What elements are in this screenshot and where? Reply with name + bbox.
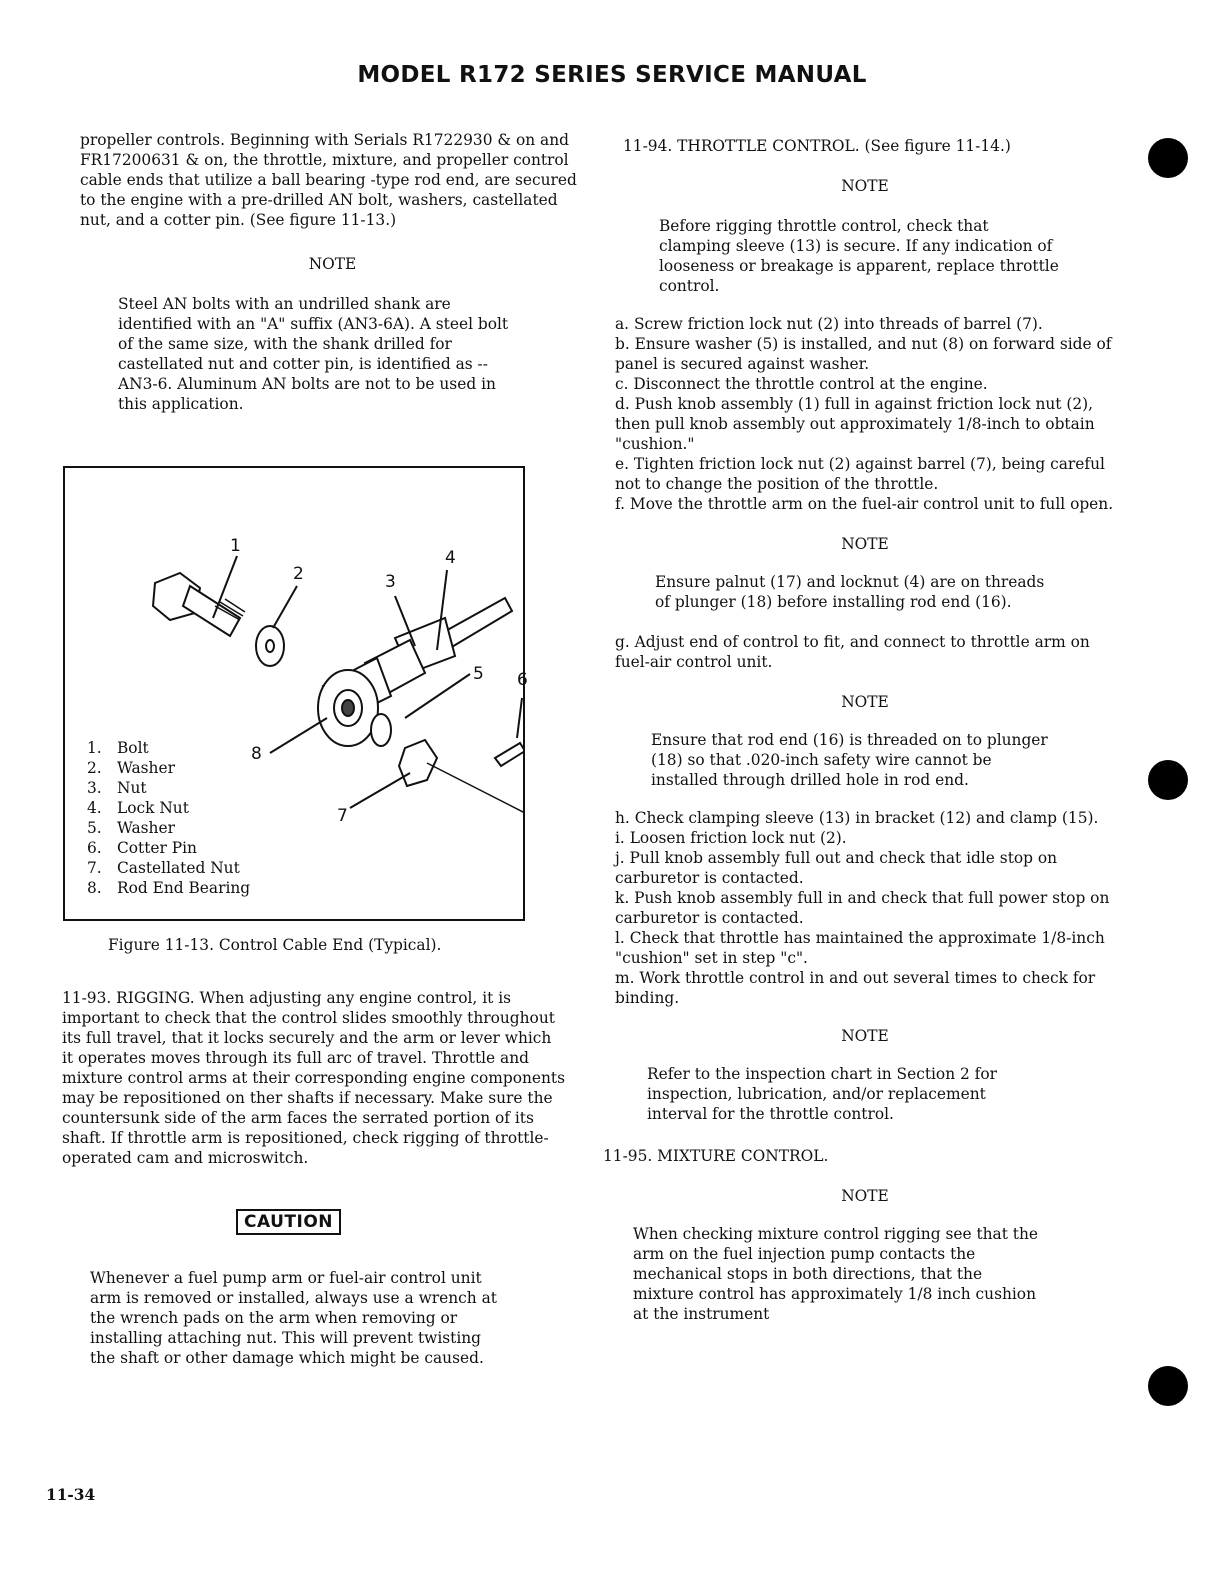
step: b. Ensure washer (5) is installed, and nut (8) on forward side of panel is secured against washer. xyxy=(615,335,1112,373)
caution-body-wrap xyxy=(90,1268,510,1368)
note-label: NOTE xyxy=(841,535,889,553)
note-body: Refer to the inspection chart in Section 2 for inspection, lubrication, and/or replacement interval for the throttle control. xyxy=(647,1065,998,1123)
binder-hole xyxy=(1148,760,1188,800)
legend-item: 1. Bolt xyxy=(87,739,149,757)
legend-item: 8. Rod End Bearing xyxy=(87,879,251,897)
legend-item: 3. Nut xyxy=(87,779,147,797)
step: e. Tighten friction lock nut (2) against barrel (7), being careful not to change the position of the throttle. xyxy=(615,455,1105,493)
mixture-heading: 11-95. MIXTURE CONTROL. xyxy=(603,1147,829,1165)
note-body: Steel AN bolts with an undrilled shank are identified with an "A" suffix (AN3-6A). A steel bolt of the same size, with the shank drilled for castellated nut and cotter pin, is identified as -- AN3-6. Aluminum AN bolts are not to be used in this application. xyxy=(118,295,509,413)
step: m. Work throttle control in and out several times to check for binding. xyxy=(615,969,1096,1007)
note-label: NOTE xyxy=(841,693,889,711)
legend-item: 2. Washer xyxy=(87,759,175,777)
callout-5: 5 xyxy=(473,664,484,684)
figure-caption: Figure 11-13. Control Cable End (Typical). xyxy=(108,936,442,954)
page-header: MODEL R172 SERIES SERVICE MANUAL xyxy=(357,62,867,88)
note-label: NOTE xyxy=(308,255,357,273)
step: j. Pull knob assembly full out and check that idle stop on carburetor is contacted. xyxy=(615,849,1058,887)
callout-7: 7 xyxy=(337,806,348,826)
figure-legend xyxy=(87,738,250,898)
note-label: NOTE xyxy=(841,1187,889,1205)
step: c. Disconnect the throttle control at the engine. xyxy=(615,375,988,393)
callout-1: 1 xyxy=(230,536,241,556)
steps-a-f xyxy=(615,314,1115,514)
callout-6: 6 xyxy=(517,670,528,690)
note-body: Before rigging throttle control, check that clamping sleeve (13) is secure. If any indication of looseness or breakage is apparent, replace throttle control. xyxy=(659,217,1059,295)
note-body: Ensure palnut (17) and locknut (4) are on threads of plunger (18) before installing rod end (16). xyxy=(655,573,1045,611)
note-body: When checking mixture control rigging see that the arm on the fuel injection pump contacts the mechanical stops in both directions, that the mixture control has approximately 1/8 inch cushion at the instrument xyxy=(633,1225,1039,1323)
legend-item: 4. Lock Nut xyxy=(87,799,189,817)
note-label: NOTE xyxy=(841,177,889,195)
legend-item: 6. Cotter Pin xyxy=(87,839,197,857)
steps-h-m xyxy=(615,808,1115,1008)
callout-4: 4 xyxy=(445,548,456,568)
figure-11-13 xyxy=(63,466,528,921)
left-column xyxy=(80,130,585,414)
caution-label: CAUTION xyxy=(236,1209,341,1235)
legend-item: 7. Castellated Nut xyxy=(87,859,240,877)
step-g: g. Adjust end of control to fit, and connect to throttle arm on fuel-air control unit. xyxy=(615,633,1090,671)
page-number: 11-34 xyxy=(46,1486,96,1504)
callout-8: 8 xyxy=(251,744,262,764)
note-body: Ensure that rod end (16) is threaded on to plunger (18) so that .020-inch safety wire cannot be installed through drilled hole in rod end. xyxy=(651,731,1048,789)
intro-paragraph: propeller controls. Beginning with Serials R1722930 & on and FR17200631 & on, the throttle, mixture, and propeller control cable ends that utilize a ball bearing -type rod end, are secured to the engine with a pre-drilled AN bolt, washers, castellated nut, and a cotter pin. (See figure 11-13.) xyxy=(80,131,577,229)
callout-2: 2 xyxy=(293,564,304,584)
step: l. Check that throttle has maintained the approximate 1/8-inch "cushion" set in step "c". xyxy=(615,929,1105,967)
rigging-paragraph: 11-93. RIGGING. When adjusting any engine control, it is important to check that the control slides smoothly throughout its full travel, that it locks securely and the arm or lever which it operates moves through its full arc of travel. Throttle and mixture control arms at their corresponding engine components may be repositioned on ther shafts if necessary. Make sure the countersunk side of the arm faces the serrated portion of its shaft. If throttle arm is repositioned, check rigging of throttle-operated cam and microswitch. xyxy=(62,989,566,1167)
step: h. Check clamping sleeve (13) in bracket (12) and clamp (15). xyxy=(615,809,1099,827)
step: i. Loosen friction lock nut (2). xyxy=(615,829,847,847)
step: k. Push knob assembly full in and check that full power stop on carburetor is contacted. xyxy=(615,889,1110,927)
right-column xyxy=(603,136,1115,1324)
note-label: NOTE xyxy=(841,1027,889,1045)
rigging-section xyxy=(62,988,567,1168)
throttle-heading: 11-94. THROTTLE CONTROL. (See figure 11-14.) xyxy=(623,137,1011,155)
step: d. Push knob assembly (1) full in against friction lock nut (2), then pull knob assembly out approximately 1/8-inch to obtain "cushion." xyxy=(615,395,1095,453)
step: a. Screw friction lock nut (2) into threads of barrel (7). xyxy=(615,315,1043,333)
legend-item: 5. Washer xyxy=(87,819,175,837)
step: f. Move the throttle arm on the fuel-air control unit to full open. xyxy=(615,495,1114,513)
caution-body: Whenever a fuel pump arm or fuel-air control unit arm is removed or installed, always use a wrench at the wrench pads on the arm when removing or installing attaching nut. This will prevent twisting the shaft or other damage which might be caused. xyxy=(90,1269,497,1367)
callout-3: 3 xyxy=(385,572,396,592)
binder-hole xyxy=(1148,138,1188,178)
binder-hole xyxy=(1148,1366,1188,1406)
